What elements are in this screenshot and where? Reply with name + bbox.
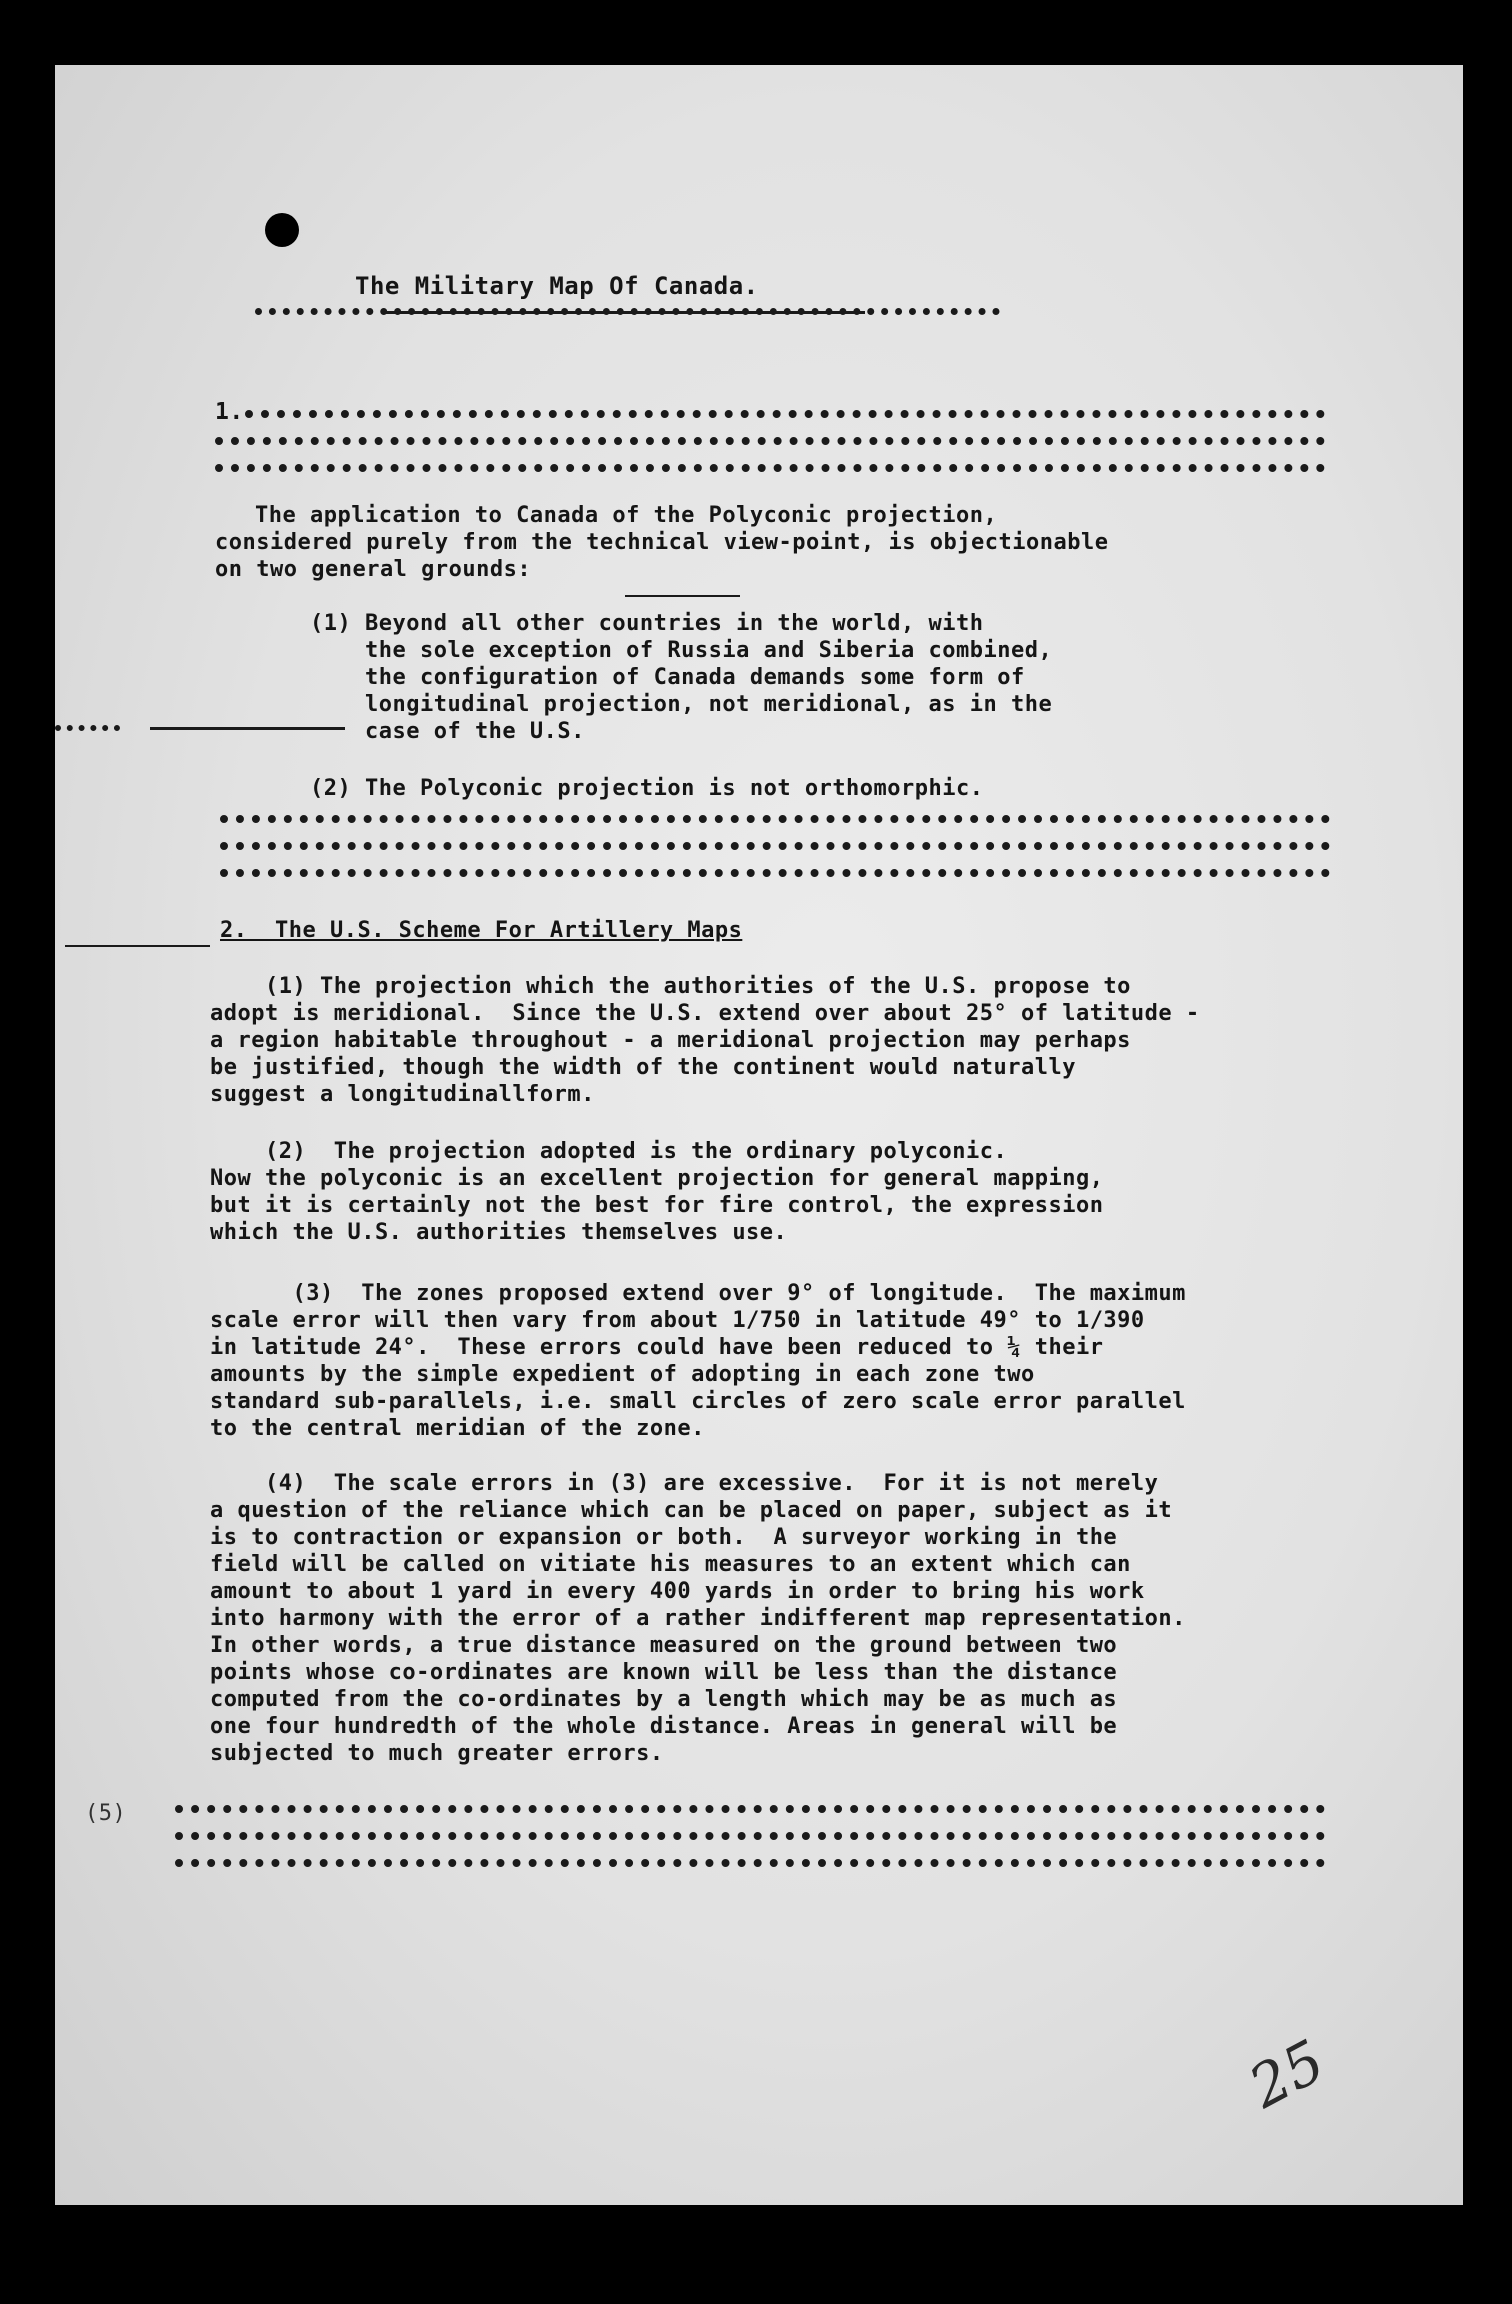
section2-heading: 2. The U.S. Scheme For Artillery Maps [220,918,743,943]
margin-note: (5) [85,1801,127,1826]
section2-para4-line: a question of the reliance which can be placed on paper, subject as it [210,1498,1173,1523]
margin-mark-line [150,727,345,730]
section2-para1-line: (1) The projection which the authorities of the U.S. propose to [210,974,1131,999]
section1-point1-line: case of the U.S. [310,719,585,744]
section2-para4-line: In other words, a true distance measured on the ground between two [210,1633,1118,1658]
section2-para3-line: to the central meridian of the zone. [210,1416,705,1441]
handwritten-page-number: 25 [1238,2026,1336,2122]
redaction-row [220,842,1330,850]
section2-para4-line: (4) The scale errors in (3) are excessive. For it is not merely [210,1471,1159,1496]
redaction-row [245,410,1325,418]
redaction-row [175,1805,1325,1813]
section1-intro-line: The application to Canada of the Polyconic projection, [255,503,998,528]
section2-para1-line: be justified, though the width of the continent would naturally [210,1055,1076,1080]
section2-para2-line: (2) The projection adopted is the ordinary polyconic. [210,1139,1008,1164]
underline-mark [625,595,740,597]
section2-para2-line: which the U.S. authorities themselves use. [210,1220,788,1245]
section2-para1-line: adopt is meridional. Since the U.S. extend over about 25° of latitude - [210,1001,1200,1026]
document-page [55,65,1463,2205]
section1-point1-line: the sole exception of Russia and Siberia combined, [310,638,1053,663]
section1-point1-line: longitudinal projection, not meridional, as in the [310,692,1053,717]
section2-para3-line: in latitude 24°. These errors could have been reduced to ¼ their [210,1335,1104,1360]
section2-para1-line: suggest a longitudinallform. [210,1082,595,1107]
section2-para3-line: amounts by the simple expedient of adopting in each zone two [210,1362,1035,1387]
section2-para4-line: field will be called on vitiate his measures to an extent which can [210,1552,1131,1577]
section2-para4-line: amount to about 1 yard in every 400 yards in order to bring his work [210,1579,1145,1604]
section2-para1-line: a region habitable throughout - a meridional projection may perhaps [210,1028,1131,1053]
section2-para3-line: (3) The zones proposed extend over 9° of longitude. The maximum [210,1281,1186,1306]
section2-para4-line: one four hundredth of the whole distance. Areas in general will be [210,1714,1118,1739]
section1-intro-line: on two general grounds: [215,557,532,582]
redaction-row [220,869,1330,877]
section1-point1-line: (1) Beyond all other countries in the world, with [310,611,984,636]
title-underline-rule [385,311,865,314]
section2-margin-rule [65,945,210,947]
margin-mark [55,725,120,731]
redaction-row [215,464,1325,472]
redaction-row [220,815,1330,823]
section2-para3-line: standard sub-parallels, i.e. small circles of zero scale error parallel [210,1389,1186,1414]
section2-para4-line: is to contraction or expansion or both. A surveyor working in the [210,1525,1118,1550]
document-title: The Military Map Of Canada. [355,272,759,300]
redaction-row [175,1859,1325,1867]
punch-hole [265,213,299,247]
section2-para2-line: but it is certainly not the best for fire control, the expression [210,1193,1104,1218]
section1-intro-line: considered purely from the technical view-point, is objectionable [215,530,1109,555]
redaction-row [215,437,1325,445]
section2-para4-line: subjected to much greater errors. [210,1741,664,1766]
section2-para3-line: scale error will then vary from about 1/750 in latitude 49° to 1/390 [210,1308,1145,1333]
redaction-row [175,1832,1325,1840]
section1-point2: (2) The Polyconic projection is not orthomorphic. [310,776,984,801]
section2-para4-line: into harmony with the error of a rather indifferent map representation. [210,1606,1186,1631]
section2-para2-line: Now the polyconic is an excellent projection for general mapping, [210,1166,1104,1191]
section1-number: 1. [215,399,244,425]
section2-para4-line: computed from the co-ordinates by a length which may be as much as [210,1687,1118,1712]
section2-para4-line: points whose co-ordinates are known will be less than the distance [210,1660,1118,1685]
section1-point1-line: the configuration of Canada demands some form of [310,665,1025,690]
